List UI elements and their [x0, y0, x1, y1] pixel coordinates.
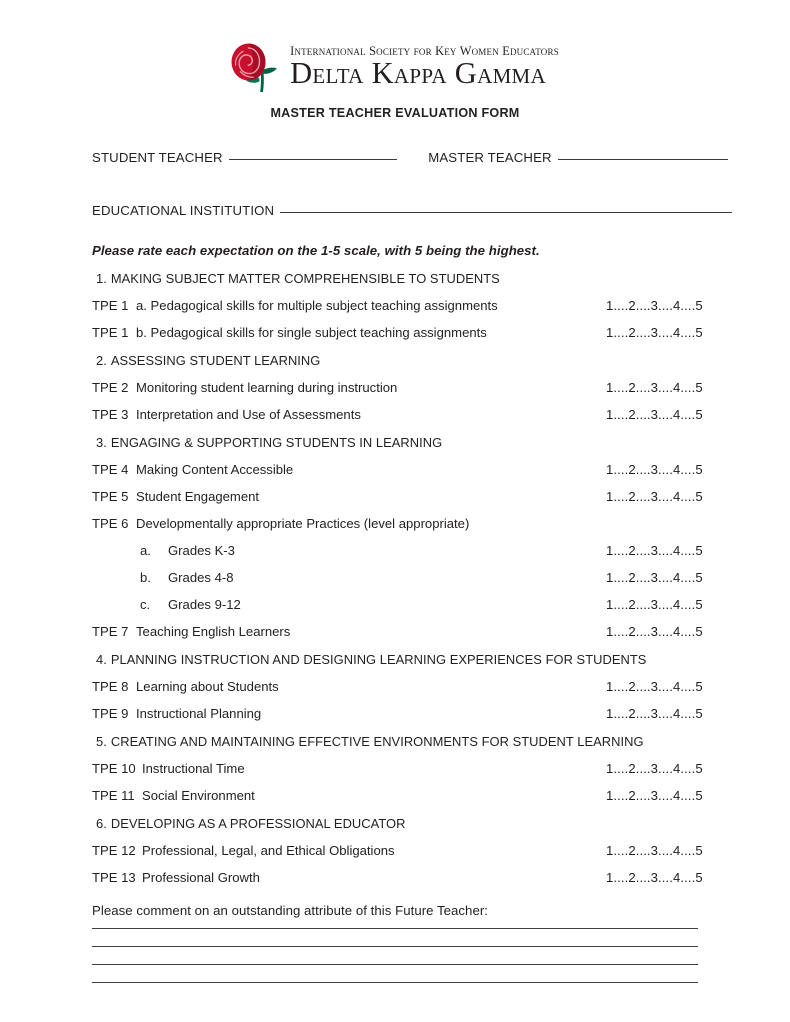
- sub-item-marker: b.: [140, 570, 151, 585]
- evaluation-item-row: [92, 761, 703, 776]
- rating-scale[interactable]: 1....2....3....4....5: [606, 624, 703, 639]
- tpe-code: TPE 12: [92, 843, 136, 858]
- brand-name: Delta Kappa Gamma: [290, 56, 546, 91]
- item-label: Interpretation and Use of Assessments: [136, 407, 361, 422]
- identification-row: [92, 148, 698, 168]
- comment-prompt: Please comment on an outstanding attribute of this Future Teacher:: [92, 903, 488, 918]
- item-label: Making Content Accessible: [136, 462, 294, 477]
- masthead: [0, 40, 790, 120]
- section-title-text: CREATING AND MAINTAINING EFFECTIVE ENVIRONMENTS FOR STUDENT LEARNING: [110, 734, 644, 749]
- section: [92, 435, 703, 639]
- item-label: Instructional Time: [142, 761, 245, 776]
- institution-row: [92, 201, 698, 221]
- organization-logo: [231, 40, 559, 94]
- item-label: Social Environment: [142, 788, 255, 803]
- rating-scale[interactable]: 1....2....3....4....5: [606, 407, 703, 422]
- comment-lines: [92, 928, 698, 983]
- rating-scale[interactable]: 1....2....3....4....5: [606, 462, 703, 477]
- rose-logo-icon: [231, 40, 281, 94]
- tpe-code: TPE 3: [92, 407, 129, 422]
- item-label: b. Pedagogical skills for single subject teaching assignments: [136, 325, 487, 340]
- tpe-code: TPE 4: [92, 462, 129, 477]
- section: [92, 734, 703, 803]
- section-number: 2.: [96, 353, 107, 368]
- section-title-text: DEVELOPING AS A PROFESSIONAL EDUCATOR: [110, 816, 406, 831]
- evaluation-item-row: [92, 298, 703, 313]
- rating-scale[interactable]: 1....2....3....4....5: [606, 706, 703, 721]
- item-label: Grades K-3: [168, 543, 235, 558]
- section-number: 1.: [96, 271, 107, 286]
- sub-item-row: [92, 597, 703, 612]
- item-label: Developmentally appropriate Practices (level appropriate): [136, 516, 470, 531]
- item-label: Professional, Legal, and Ethical Obligations: [142, 843, 395, 858]
- tpe-code: TPE 9: [92, 706, 129, 721]
- tpe-code: TPE 8: [92, 679, 129, 694]
- item-label: Instructional Planning: [136, 706, 262, 721]
- section-title-text: MAKING SUBJECT MATTER COMPREHENSIBLE TO STUDENTS: [110, 271, 500, 286]
- section: [92, 816, 703, 885]
- section: [92, 353, 703, 422]
- section-title: [92, 353, 698, 368]
- sub-item-row: [92, 543, 703, 558]
- evaluation-item-row: [92, 843, 703, 858]
- rating-scale[interactable]: 1....2....3....4....5: [606, 298, 703, 313]
- tpe-code: TPE 6: [92, 516, 129, 531]
- sub-item-marker: a.: [140, 543, 151, 558]
- rating-scale[interactable]: 1....2....3....4....5: [606, 380, 703, 395]
- evaluation-item-row: [92, 870, 703, 885]
- rating-scale[interactable]: 1....2....3....4....5: [606, 788, 703, 803]
- rating-scale[interactable]: 1....2....3....4....5: [606, 543, 703, 558]
- comment-line[interactable]: [92, 982, 698, 983]
- rating-scale[interactable]: 1....2....3....4....5: [606, 870, 703, 885]
- section-title: [92, 816, 698, 831]
- tpe-code: TPE 1: [92, 325, 129, 340]
- evaluation-item-row: [92, 706, 703, 721]
- evaluation-item-row: [92, 462, 703, 477]
- tpe-code: TPE 2: [92, 380, 129, 395]
- section-title: [92, 435, 698, 450]
- wordmark: [290, 45, 559, 90]
- rating-scale[interactable]: 1....2....3....4....5: [606, 761, 703, 776]
- form-body: [92, 148, 703, 983]
- master-teacher-input[interactable]: [558, 159, 728, 160]
- evaluation-item-row: [92, 325, 703, 340]
- section: [92, 652, 703, 721]
- section-number: 4.: [96, 652, 107, 667]
- section-title: [92, 734, 698, 749]
- evaluation-item-row: [92, 679, 703, 694]
- sections-list: [92, 271, 703, 885]
- tpe-code: TPE 13: [92, 870, 136, 885]
- evaluation-item-row: [92, 788, 703, 803]
- item-label: Student Engagement: [136, 489, 260, 504]
- evaluation-item-row: [92, 516, 698, 531]
- rating-scale[interactable]: 1....2....3....4....5: [606, 843, 703, 858]
- evaluation-item-row: [92, 624, 703, 639]
- tpe-code: TPE 11: [92, 788, 135, 803]
- item-label: a. Pedagogical skills for multiple subject teaching assignments: [136, 298, 498, 313]
- item-label: Teaching English Learners: [136, 624, 291, 639]
- society-tagline: International Society for Key Women Educators: [290, 43, 559, 58]
- evaluation-item-row: [92, 380, 703, 395]
- rating-scale[interactable]: 1....2....3....4....5: [606, 679, 703, 694]
- sub-item-row: [92, 570, 703, 585]
- comment-line[interactable]: [92, 964, 698, 965]
- tpe-code: TPE 1: [92, 298, 129, 313]
- educational-institution-label: EDUCATIONAL INSTITUTION: [92, 203, 275, 218]
- rating-scale[interactable]: 1....2....3....4....5: [606, 597, 703, 612]
- evaluation-item-row: [92, 407, 703, 422]
- rating-scale[interactable]: 1....2....3....4....5: [606, 489, 703, 504]
- comment-line[interactable]: [92, 946, 698, 947]
- item-label: Monitoring student learning during instruction: [136, 380, 398, 395]
- section-title-text: ENGAGING & SUPPORTING STUDENTS IN LEARNING: [110, 435, 443, 450]
- educational-institution-input[interactable]: [280, 212, 732, 213]
- section: [92, 271, 703, 340]
- section-title: [92, 271, 698, 286]
- master-teacher-label: MASTER TEACHER: [428, 150, 552, 165]
- section-number: 5.: [96, 734, 107, 749]
- section-title-text: ASSESSING STUDENT LEARNING: [110, 353, 321, 368]
- section-number: 3.: [96, 435, 107, 450]
- tpe-code: TPE 5: [92, 489, 129, 504]
- tpe-code: TPE 10: [92, 761, 136, 776]
- rating-scale[interactable]: 1....2....3....4....5: [606, 570, 703, 585]
- student-teacher-label: STUDENT TEACHER: [92, 150, 223, 165]
- student-teacher-input[interactable]: [229, 159, 397, 160]
- tpe-code: TPE 7: [92, 624, 129, 639]
- rating-scale[interactable]: 1....2....3....4....5: [606, 325, 703, 340]
- item-label: Professional Growth: [142, 870, 260, 885]
- comment-line[interactable]: [92, 928, 698, 929]
- form-title: MASTER TEACHER EVALUATION FORM: [270, 106, 520, 120]
- section-title: [92, 652, 698, 667]
- evaluation-item-row: [92, 489, 703, 504]
- item-label: Grades 9-12: [168, 597, 241, 612]
- rating-instruction: Please rate each expectation on the 1-5 scale, with 5 being the highest.: [92, 243, 540, 258]
- item-label: Grades 4-8: [168, 570, 234, 585]
- sub-item-marker: c.: [140, 597, 151, 612]
- section-number: 6.: [96, 816, 107, 831]
- section-title-text: PLANNING INSTRUCTION AND DESIGNING LEARNING EXPERIENCES FOR STUDENTS: [110, 652, 647, 667]
- item-label: Learning about Students: [136, 679, 279, 694]
